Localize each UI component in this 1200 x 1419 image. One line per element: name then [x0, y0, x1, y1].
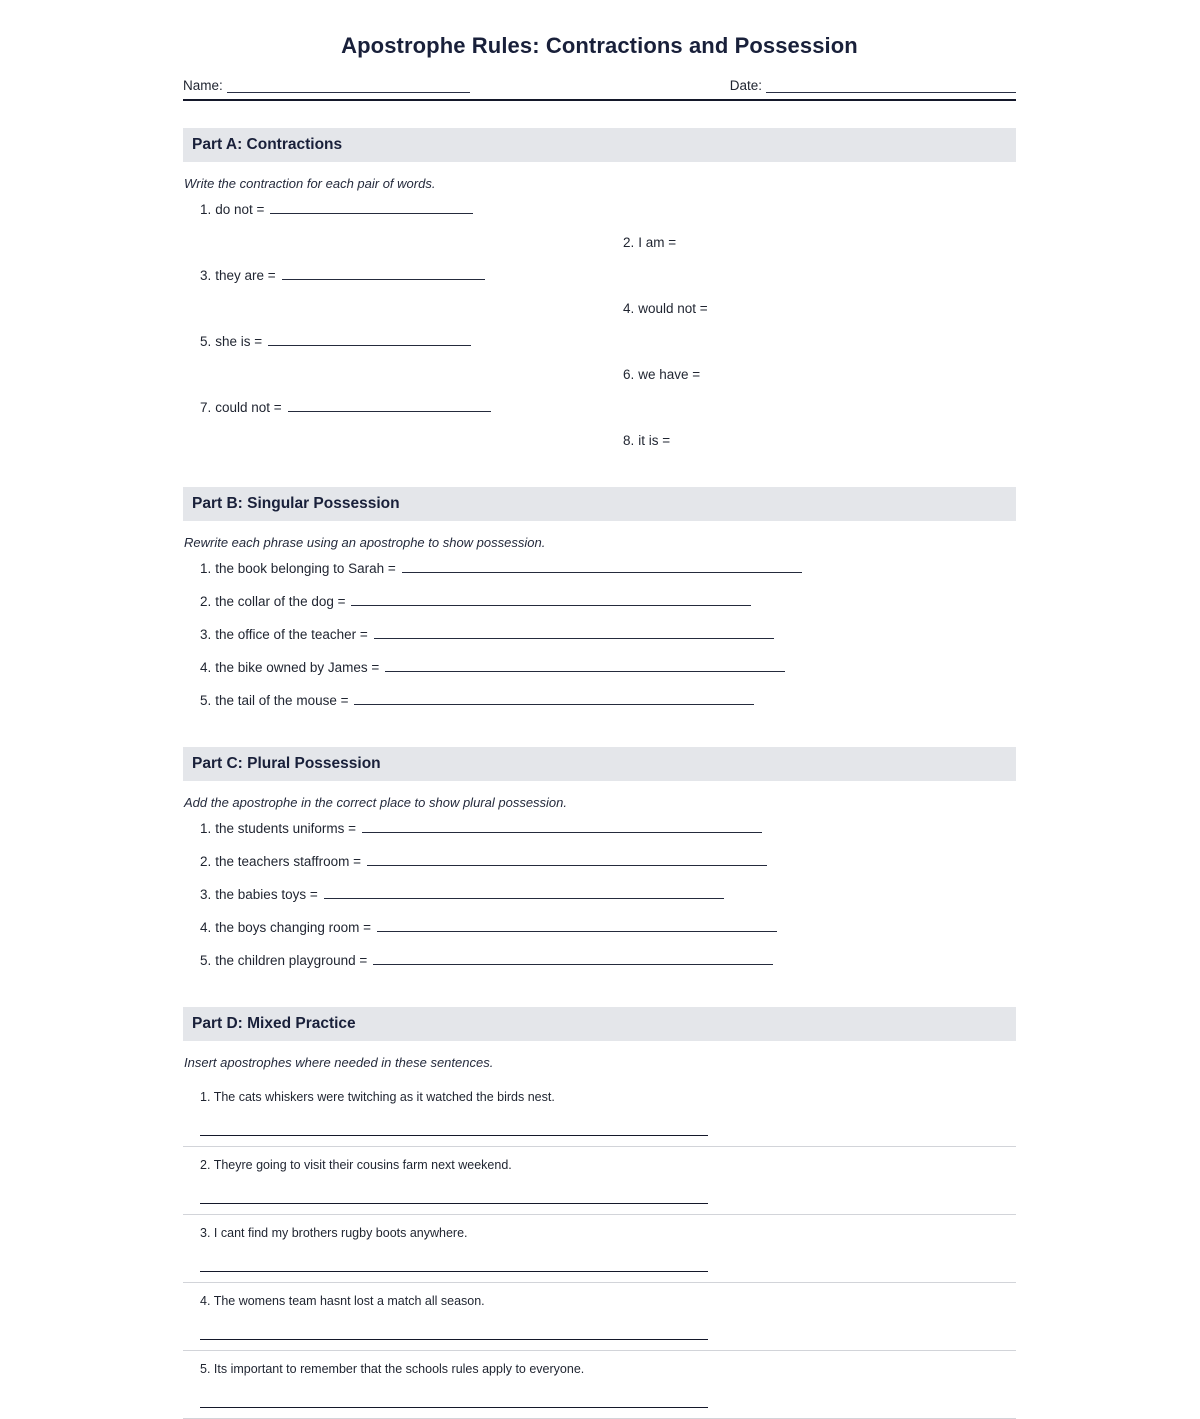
sentence-prompt: [200, 1283, 1016, 1308]
answer-line[interactable]: [200, 1104, 708, 1136]
section-title-b: Part B: Singular Possession: [192, 495, 400, 512]
answer-blank[interactable]: [402, 559, 802, 573]
section-instructions-b: Rewrite each phrase using an apostrophe to show possession.: [184, 535, 546, 550]
list-item: [183, 658, 1016, 691]
sentence-prompt: [200, 1351, 1016, 1376]
item-prompt: the babies toys =: [215, 887, 318, 902]
item-prompt: the tail of the mouse =: [215, 693, 349, 708]
section-header-bar-d: [183, 1007, 1016, 1041]
sentence-prompt: [200, 1079, 1016, 1104]
item-number: 4.: [200, 1294, 211, 1308]
item-prompt: do not =: [215, 202, 265, 217]
list-item: [183, 625, 1016, 658]
list-item: [183, 266, 600, 299]
list-item: [183, 431, 671, 464]
item-prompt: I am =: [638, 235, 677, 250]
item-prompt: the book belonging to Sarah =: [215, 561, 396, 576]
list-item: [183, 332, 600, 365]
sentence-text: The womens team hasnt lost a match all season.: [213, 1294, 485, 1308]
list-item: [183, 885, 1016, 918]
item-number: 8.: [623, 433, 635, 448]
section-instructions-a: Write the contraction for each pair of words.: [184, 176, 436, 191]
section-header-bar-c: [183, 747, 1016, 781]
sentence-prompt: [200, 1215, 1016, 1240]
section-title-d: Part D: Mixed Practice: [192, 1015, 356, 1032]
part-a-items: [183, 200, 1016, 464]
sentence-text: The cats whiskers were twitching as it watched the birds nest.: [213, 1090, 555, 1104]
item-number: 3.: [200, 627, 212, 642]
section-header-bar-b: [183, 487, 1016, 521]
item-prompt: it is =: [638, 433, 671, 448]
item-number: 6.: [623, 367, 635, 382]
date-input-line[interactable]: [766, 79, 1016, 93]
answer-blank[interactable]: [373, 951, 773, 965]
answer-blank[interactable]: [377, 918, 777, 932]
item-prompt: the children playground =: [215, 953, 368, 968]
answer-blank[interactable]: [268, 332, 471, 346]
page-title: Apostrophe Rules: Contractions and Possession: [341, 33, 858, 58]
answer-blank[interactable]: [367, 852, 767, 866]
section-part-c: [183, 747, 1016, 984]
item-number: 3.: [200, 1226, 211, 1240]
sentence-text: Theyre going to visit their cousins farm next weekend.: [213, 1158, 512, 1172]
item-prompt: we have =: [638, 367, 701, 382]
item-prompt: could not =: [215, 400, 282, 415]
section-instructions-d: Insert apostrophes where needed in these sentences.: [184, 1055, 494, 1070]
item-number: 3.: [200, 887, 212, 902]
item-number: 2.: [200, 594, 212, 609]
item-prompt: the students uniforms =: [215, 821, 356, 836]
section-part-a: [183, 128, 1016, 464]
list-item: [183, 398, 600, 431]
list-item: [183, 200, 600, 233]
answer-line[interactable]: [200, 1240, 708, 1272]
name-date-row: [183, 78, 1016, 93]
list-item: [183, 592, 1016, 625]
item-prompt: the collar of the dog =: [215, 594, 346, 609]
list-item: [183, 1079, 1016, 1147]
section-title-a: Part A: Contractions: [192, 136, 343, 153]
item-number: 2.: [200, 854, 212, 869]
list-item: [183, 299, 708, 332]
answer-blank[interactable]: [362, 819, 762, 833]
list-item: [183, 559, 1016, 592]
list-item: [183, 691, 1016, 724]
answer-line[interactable]: [200, 1172, 708, 1204]
item-number: 2.: [623, 235, 635, 250]
part-b-items: [183, 559, 1016, 724]
item-number: 5.: [200, 953, 212, 968]
answer-line[interactable]: [200, 1308, 708, 1340]
list-item: [183, 365, 701, 398]
answer-blank[interactable]: [385, 658, 785, 672]
item-number: 5.: [200, 334, 212, 349]
sentence-text: I cant find my brothers rugby boots anywhere.: [213, 1226, 468, 1240]
item-prompt: she is =: [215, 334, 263, 349]
item-number: 4.: [200, 920, 212, 935]
answer-blank[interactable]: [351, 592, 751, 606]
section-instructions-c: Add the apostrophe in the correct place to show plural possession.: [184, 795, 568, 810]
list-item: [183, 951, 1016, 984]
section-part-b: [183, 487, 1016, 724]
section-title-c: Part C: Plural Possession: [192, 755, 381, 772]
answer-blank[interactable]: [324, 885, 724, 899]
list-item: [183, 918, 1016, 951]
date-field-group: [600, 78, 1017, 93]
answer-blank[interactable]: [354, 691, 754, 705]
item-number: 4.: [623, 301, 635, 316]
answer-blank[interactable]: [282, 266, 485, 280]
item-number: 4.: [200, 660, 212, 675]
name-input-line[interactable]: [227, 79, 470, 93]
worksheet-sheet: [183, 0, 1016, 1419]
item-prompt: the boys changing room =: [215, 920, 371, 935]
section-header-bar-a: [183, 128, 1016, 162]
item-prompt: they are =: [215, 268, 276, 283]
header-divider: [183, 99, 1016, 101]
part-c-items: [183, 819, 1016, 984]
list-item: [183, 1351, 1016, 1419]
name-label: Name:: [183, 78, 223, 93]
answer-blank[interactable]: [270, 200, 473, 214]
item-prompt: the office of the teacher =: [215, 627, 368, 642]
item-number: 7.: [200, 400, 212, 415]
item-prompt: would not =: [638, 301, 708, 316]
item-number: 1.: [200, 202, 212, 217]
item-prompt: the teachers staffroom =: [215, 854, 361, 869]
answer-blank[interactable]: [374, 625, 774, 639]
answer-line[interactable]: [200, 1376, 708, 1408]
item-prompt: the bike owned by James =: [215, 660, 380, 675]
item-number: 3.: [200, 268, 212, 283]
list-item: [183, 1283, 1016, 1351]
item-number: 1.: [200, 821, 212, 836]
answer-blank[interactable]: [288, 398, 491, 412]
section-part-d: [183, 1007, 1016, 1419]
list-item: [183, 233, 677, 266]
list-item: [183, 1147, 1016, 1215]
item-number: 5.: [200, 1362, 211, 1376]
item-number: 1.: [200, 561, 212, 576]
sentence-text: Its important to remember that the schools rules apply to everyone.: [213, 1362, 585, 1376]
list-item: [183, 1215, 1016, 1283]
item-number: 5.: [200, 693, 212, 708]
sentence-prompt: [200, 1147, 1016, 1172]
item-number: 1.: [200, 1090, 211, 1104]
list-item: [183, 819, 1016, 852]
item-number: 2.: [200, 1158, 211, 1172]
name-field-group: [183, 78, 600, 93]
part-d-items: [183, 1079, 1016, 1419]
list-item: [183, 852, 1016, 885]
date-label: Date:: [729, 78, 762, 93]
